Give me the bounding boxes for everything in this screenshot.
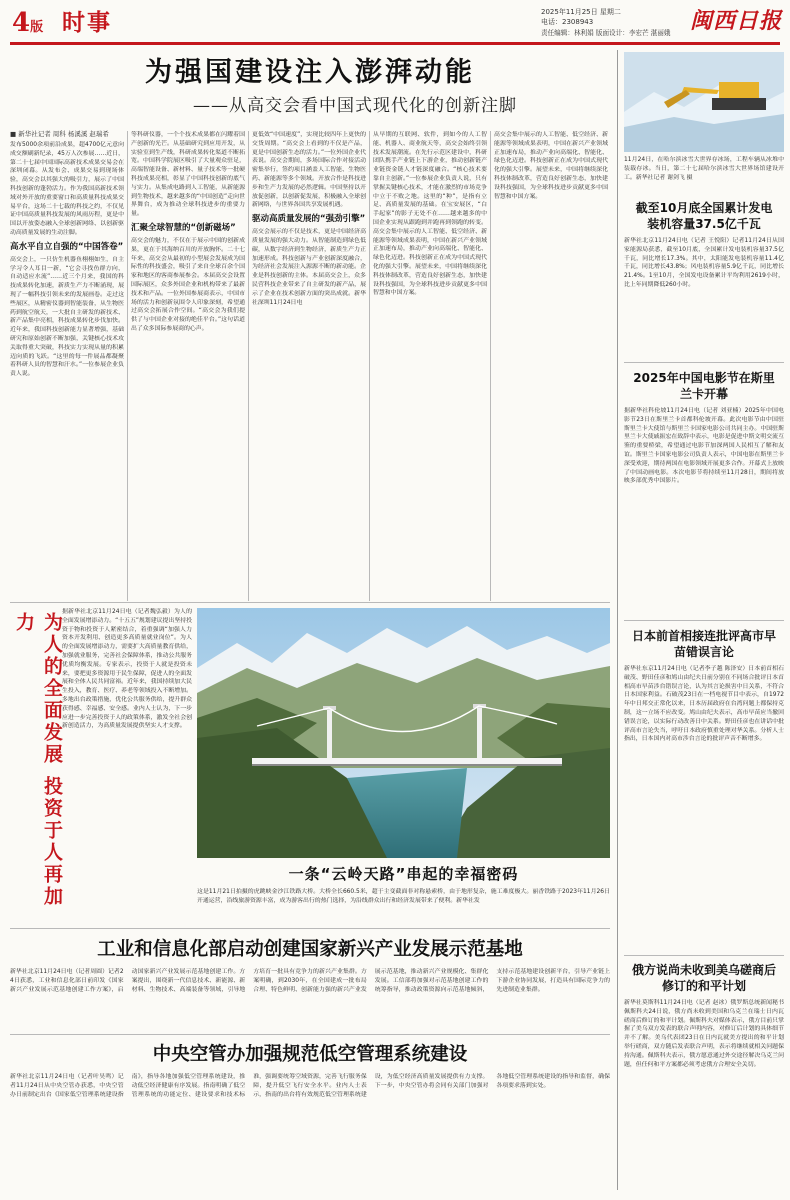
right-news-1-text: 新华社北京11月24日电（记者 王悦阳）记者11月24日从国家能源局获悉，截至10月底，全国累计发电装机容量37.5亿千瓦，同比增长17.3%。其中，太阳能发电装机容量11.4亿千瓦，同比增长43.8%；风电装机容量5.9亿千瓦，同比增长21.4%。1至10月，全国发电设备累计平均利用2619小时，比上年同期降低260小时。 [624, 238, 784, 288]
mid-article-1-text: 新华社北京11月24日电（记者周圆）记者24日获悉，工业和信息化部日前印发《国家新兴产业发展示范基地创建工作方案》，启动国家新兴产业发展示范基地创建工作。方案提出，围绕新一代信息技术、新能源、新材料、生物技术、高端装备等领域，引导地方培育一批具有竞争力的新兴产业集群。方案明确，到2030年，在全国建成一批布局合理、特色鲜明、创新能力强的新兴产业发展示范基地，推动新兴产业规模化、集群化发展。工信部将加强对示范基地创建工作的统筹指导，推动政策资源向示范基地倾斜，支持示范基地建设创新平台，引导产业链上下游企业协同发展，打造具有国际竞争力的先进制造业集群。 [10, 969, 610, 993]
date-line: 2025年11月25日 星期二 [541, 8, 621, 16]
bridge-photo [197, 608, 610, 858]
masthead-rule [10, 42, 780, 45]
editors-line: 责任编辑：林利娟 版面设计：李宏芒 湛丽娥 [541, 29, 671, 37]
lead-subhead-2: 汇聚全球智慧的“创新磁场” [131, 222, 236, 233]
rule [10, 928, 610, 929]
right-news-3-text: 新华社东京11月24日电（记者李子越 陈泽安）日本前首相石破茂、野田佳彦和鸠山由纪夫日前分别在不同场合批评日本首相高市早苗涉台错误言论，认为其言论损害中日关系，不符合日本国家利益。石破茂23日在一档电视节目中表示，自1972年中日邦交正常化以来，日本历届政府在台湾问题上都保持克制，这一立场不应改变。鸠山由纪夫表示，高市早苗应当撤回错误言论，以实际行动改善日中关系。野田佳彦也在讲话中批评高市言论失当，呼吁日本政府慎重处理对华关系。分析人士指出，日本国内对高市涉台言论的批评声音不断增多。 [624, 666, 784, 743]
lead-subtitle: ——从高交会看中国式现代化的创新注脚 [193, 96, 517, 116]
right-news-2-title: 2025年中国电影节在斯里兰卡开幕 [633, 371, 775, 401]
rule [369, 131, 370, 601]
right-news-4-text: 新华社莫斯科11月24日电（记者 赵冰）俄罗斯总统新闻秘书佩斯科夫24日说，俄方尚未收到美国和乌克兰在瑞士日内瓦磋商后修订的和平计划。佩斯科夫对媒体表示，俄方目前只掌握了美乌双方发表的联合声明内容，对修订后计划的具体细节并不了解。美乌代表团23日在日内瓦就美方提出的和平计划举行磋商，双方随后发表联合声明，表示将继续就相关问题保持沟通。佩斯科夫表示，俄方愿意通过外交途径解决乌克兰问题，但任何和平方案都必须考虑俄方合理安全关切。 [624, 1000, 784, 1068]
lead-subhead-1: 高水平自立自强的“中国答卷” [10, 241, 124, 252]
right-news-1 [624, 200, 784, 360]
lead-column-3: 更低效“中国速度”，实现比较四年上更快的交货周期。“高交会上看到的不仅是产品，更是中国创新生态的活力。”一位外国企业代表说。高交会期间，多场国际合作对接活动密集举行，签约项目涵盖人工智能、生物医药、新能源等多个领域。开放合作是科技进步和生产力发展的必然逻辑。中国坚持以开放促创新，以创新促发展，积极融入全球创新网络，与世界各国共享发展机遇。 驱动高质量发展的“强劲引擎” 高交会展示的不仅是技术，更是中国经济高质量发展的强大动力。从智能制造到绿色低碳，从数字经济到生物经济，新质生产力正加速形成。科技创新与产业创新深度融合，为经济社会发展注入源源不断的新动能。企业是科技创新的主体。本届高交会上，众多民营科技企业带来了自主研发的新产品，展示了企业在技术创新方面的突出成就。新华社深圳11月24日电 [252, 132, 366, 306]
phone-line: 电话：2308943 [541, 18, 594, 26]
mid-article-2-text: 新华社北京11月24日电（记者叶昊鸣）记者11月24日从中央空管办获悉，中央空管办日前制定出台《国家低空管理系统建设指南》，指导各地加强低空管理系统建设，推动低空经济健康有序发展。指南明确了低空管理系统的功能定位、建设要求和技术标准，强调要统筹空域资源，完善飞行服务保障，提升低空飞行安全水平。业内人士表示，指南的出台将有效规范低空管理系统建设，为低空经济高质量发展提供有力支撑。下一步，中央空管办将会同有关部门加强对各地低空管理系统建设的指导和监督，确保各项要求落到实处。 [10, 1074, 610, 1098]
ice-photo-caption: 11月24日，在哈尔滨冰雪大世界存冰场，工程车辆从冰堆中装载存冰。当日，第二十七届哈尔滨冰雪大世界场馆建设开工。新华社记者 谢剑飞 摄 [624, 157, 784, 181]
rule [624, 955, 784, 956]
rule [248, 131, 249, 601]
right-column-rule [617, 50, 618, 1190]
right-news-4-title: 俄方说尚未收到美乌磋商后修订的和平计划 [632, 963, 777, 993]
lead-column-5: 高交会集中展示的人工智能、低空经济、新能源等领域成果表明，中国在新兴产业领域正加速布局，推动产业向高端化、智能化、绿色化迈进。科技创新正在成为中国式现代化的强大引擎。展望未来，中国将继续深化科技体制改革，营造良好创新生态，加快建设科技强国，为全球科技进步贡献更多中国智慧和中国方案。 [494, 132, 608, 200]
lead-column-2: 等科研仪器，一个个技术成果都在闪耀着国产创新的光芒。从基础研究到应用开发，从实验室到生产线，科研成果转化渠道不断拓宽。中国科学院展区吸引了大量观众驻足，高端智能设备、新材料、量子技术等一批硬科技成果亮相，彰显了中国科技创新的底气与实力。从集成电路到人工智能，从新能源到生物技术，越来越多的“中国创造”走向世界舞台，成为推动全球科技进步的重要力量。 汇聚全球智慧的“创新磁场” 高交会的魅力，不仅在于展示中国的创新成果，更在于其海纳百川的开放胸怀。二十七年来，高交会从最初的小型展会发展成为国际性的科技盛会，吸引了来自全球百余个国家和地区的客商参展参会。本届高交会设置国际展区，众多外国企业和机构带来了最新技术和产品。一位外国参展商表示，中国市场的活力和创新氛围令人印象深刻，希望通过高交会拓展合作空间。“高交会为我们提供了与中国企业对接的绝佳平台。”这句话道出了众多国际参展商的心声。 [131, 132, 245, 332]
photo-caption: 这是11月21日拍摄的虎跳峡金沙江铁路大桥。大桥全长660.5米，超于主变截面非对称悬索桥，由于地形复杂，施工难度极大。丽香铁路于2023年11月26日开通运营，沿线旅游资源丰富，成为游客出行的热门选择，为沿线群众出行和经济发展带来了便利。新华社发 [197, 889, 610, 904]
right-news-4 [624, 962, 784, 1192]
rule [624, 362, 784, 363]
rule [624, 620, 784, 621]
rule [127, 131, 128, 601]
right-news-1-title: 截至10月底全国累计发电装机容量37.5亿千瓦 [635, 201, 773, 231]
right-news-2-text: 据新华社科伦坡11月24日电（记者 刘亚楠）2025年中国电影节23日在斯里兰卡首都科伦坡开幕。此次电影节由中国驻斯里兰卡大使馆与斯里兰卡国家电影公司共同主办。中国驻斯里兰卡大使戚振宏在致辞中表示，电影是促进中斯文明交流互鉴的重要桥梁，希望通过电影节加深两国人民相互了解和友谊。斯里兰卡国家电影公司负责人表示，中国电影在斯里兰卡深受欢迎，期待两国在电影领域开展更多合作。开幕式上放映了中国动画电影。本次电影节将持续至11月28日，期间将放映多部优秀中国影片。 [624, 408, 784, 485]
mid-article-2-title: 中央空管办加强规范低空管理系统建设 [152, 1044, 468, 1065]
ice-photo [624, 52, 784, 152]
section-title: 时事 [62, 10, 112, 36]
lead-byline: ■ 新华社记者 周科 杨溪溪 赵瑞希 [10, 130, 109, 138]
photo-caption-title: 一条“云岭天路”串起的幸福密码 [288, 865, 519, 883]
lead-column-4: 从早期的互联网、软件，到如今的人工智能、机器人、商业航天等，高交会始终引领技术发展潮流。在先行示范区建设中，科研团队携手产业链上下游企业，推动创新链产业链资金链人才链深度融合。“核心技术要靠自主创新。”一位参展企业负责人说，只有掌握关键核心技术，才能在激烈的市场竞争中立于不败之地。这里的“种”，是指有立足、高质量发展的基础。在宝安展区，“白手起家”的影子无处不在……越来越多的中国企业实现从跟跑到并跑再到领跑的转变。 高交会集中展示的人工智能、低空经济、新能源等领域成果表明，中国在新兴产业领域正加速布局，推动产业向高端化、智能化、绿色化迈进。科技创新正在成为中国式现代化的强大引擎。展望未来，中国将继续深化科技体制改革，营造良好创新生态，加快建设科技强国，为全球科技进步贡献更多中国智慧和中国方案。 [373, 132, 487, 297]
rule [490, 131, 491, 601]
mid-article-1-title: 工业和信息化部启动创建国家新兴产业发展示范基地 [97, 939, 523, 960]
lead-title: 为强国建设注入澎湃动能 [145, 57, 475, 88]
masthead [0, 0, 790, 46]
rule [10, 602, 610, 603]
right-news-3 [624, 628, 784, 948]
lead-column-1: 发布5000余项前沿成果，超4700亿元意向成交额刷新纪录，45万人次参展……近日，第二十七届中国国际高新技术成果交易会在深圳闭幕。从发布会、成果交易到现场体验，高交会以其强大的吸引力，展示了中国科技创新的蓬勃活力。作为我国高新技术领域对外开放的重要窗口和高质量科技成果交易平台，这场二十七载的科技之约，不仅见证中国高质量科技发展的风雨历程，更是中国以开放姿态融入全球创新网络、以创新驱动高质量发展的生动注脚。 高水平自立自强的“中国答卷” 高交会上，一只仿生机器鱼栩栩如生，自主学习令人耳目一新，“它会寻找鱼群方向，自动适应水流”……近三个月来，我国的科技成果转化加速，新质生产力不断涌现，展现了一幅科技引领未来的发展画卷。走过这些展区，从精密仪器到智能装备，从生物医药到航空航天，一大批自主研发的新技术、新产品集中亮相，科技成果转化步伐加快。近年来，我国科技创新能力显著增强，基础研究和原始创新不断加强，关键核心技术攻关取得重大突破，科技实力实现从量的积累迈向质的飞跃。“这里的每一件展品都凝聚着科研人员的智慧和汗水。”一位参展企业负责人说。 [10, 142, 124, 378]
side-left-text: 据新华社北京11月24日电（记者魏弘毅）为人的全面发展增添动力。“十五五”规划建议提出坚持投资于物和投资于人紧密结合，着重强调“加强人力资本开发利用、创造更多高质量就业岗位”。为人的全面发展增添动力，需要扩大高质量教育供给，加强就业服务，完善社会保障体系，推动公共服务优质均衡发展。专家表示，投资于人就是投资未来，要把更多资源用于民生保障，促进人的全面发展和全体人民共同富裕。近年来，我国持续加大民生投入，教育、医疗、养老等领域投入不断增加。多地出台政策措施，优化公共服务供给，提升群众获得感、幸福感、安全感。业内人士认为，下一步应进一步完善投资于人的政策体系，激发全社会创新创造活力，为高质量发展提供坚实人才支撑。 [62, 609, 192, 730]
right-news-2 [624, 370, 784, 630]
right-news-3-title: 日本前首相接连批评高市早苗错误言论 [632, 629, 777, 659]
rule [10, 1034, 610, 1035]
side-left-title: 为人的全面发展 投资于人再加力 [13, 612, 63, 908]
lead-subhead-3: 驱动高质量发展的“强劲引擎” [252, 214, 366, 225]
newspaper-logo: 闽西日报 [690, 8, 783, 34]
page-number: 4版 [12, 8, 44, 38]
